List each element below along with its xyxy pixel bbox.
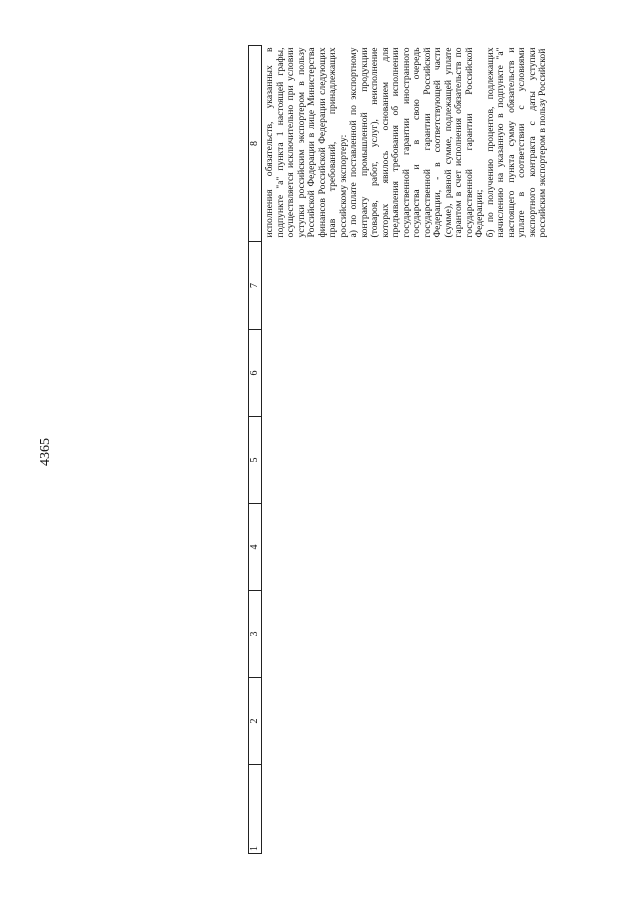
header-col-3: 3 — [249, 591, 262, 678]
header-col-7: 7 — [249, 242, 262, 330]
table-body-row — [262, 46, 549, 854]
header-col-4: 4 — [249, 504, 262, 591]
cell-col-2 — [262, 678, 549, 765]
header-col-6: 6 — [249, 330, 262, 417]
cell-col-4 — [262, 504, 549, 591]
paragraph-b: б) по получению процентов, подлежащих начислению на указанную в подпункте "а" настоящего пункта сумму обязательств и уплате в соответствии с условиями экспортного контракта с даты уступки российским экспортером в пользу Российской — [484, 47, 548, 238]
header-col-2: 2 — [249, 678, 262, 765]
cell-col-1 — [262, 765, 549, 854]
cell-col-5 — [262, 417, 549, 504]
paragraph-a: а) по оплате поставленной по экспортному контракту промышленной продукции (товаров, работ, услуг), неисполнение которых явилось основанием для предъявления требования об исполнении государственной гарантии иностранного государства и в свою очередь государственной гарантии Российской Федерации, - в соответствующей части (сумме), равной сумме, подлежащей уплате гарантом в счет исполнения обязательств по государственной гарантии Российской Федерации; — [348, 47, 485, 238]
header-col-5: 5 — [249, 417, 262, 504]
table-header-row — [249, 46, 262, 854]
header-col-1: 1 — [249, 765, 262, 854]
cell-col-8 — [262, 46, 549, 242]
cell-col-3 — [262, 591, 549, 678]
column-8-text — [262, 46, 549, 242]
cell-col-6 — [262, 330, 549, 417]
document-table — [248, 46, 548, 854]
paragraph-intro: исполнения обязательств, указанных в подпункте "а" пункта 1 настоящей графы, осуществляется исключительно при условии уступки российским экспортером в пользу Российской Федерации в лице Министерства финансов Российской Федерации следующих прав требований, принадлежащих российскому экспортеру: — [264, 47, 349, 238]
page-number: 4365 — [38, 438, 53, 466]
header-col-8: 8 — [249, 46, 262, 242]
cell-col-7 — [262, 242, 549, 330]
